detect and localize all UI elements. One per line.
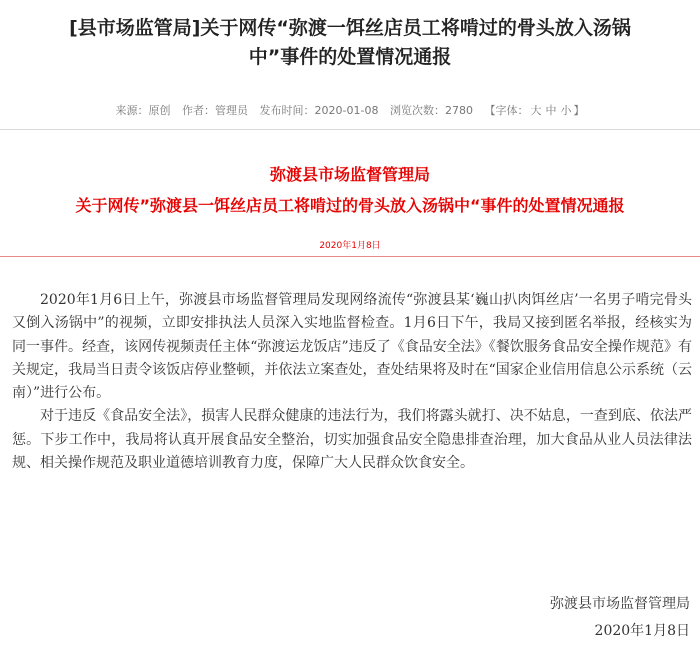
meta-source (116, 104, 171, 117)
meta-published (260, 104, 379, 117)
font-size-small-button[interactable]: 小 (560, 104, 572, 117)
notice-header-org: 弥渡县市场监督管理局 (269, 165, 430, 184)
meta-author-value: 管理员 (215, 104, 249, 117)
meta-views (390, 104, 473, 117)
page-title (30, 14, 670, 72)
meta-published-value: 2020-01-08 (314, 104, 379, 117)
article-meta-bar (0, 102, 700, 118)
signature-date: 2020年1月8日 (594, 623, 690, 639)
meta-author (182, 104, 248, 117)
meta-source-label: 来源： (115, 104, 149, 117)
font-size-medium-button[interactable]: 中 (545, 104, 557, 117)
page-title-line-1: [县市场监管局]关于网传“弥渡一饵丝店员工将啃过的骨头放入汤锅 (69, 17, 631, 39)
signature-org: 弥渡县市场监督管理局 (550, 596, 690, 612)
page-title-line-2: 中”事件的处置情况通报 (248, 46, 452, 68)
font-size-suffix: 】 (573, 104, 585, 117)
font-size-selector (484, 104, 584, 117)
notice-header-subject: 关于网传”弥渡县一饵丝店员工将啃过的骨头放入汤锅中“事件的处置情况通报 (75, 196, 625, 215)
notice-header-date: 2020年1月8日 (319, 241, 381, 251)
meta-views-label: 浏览次数： (389, 104, 445, 117)
meta-source-value: 原创 (148, 104, 171, 117)
body-paragraph-2: 对于违反《食品安全法》，损害人民群众健康的违法行为，我们将露头就打、决不姑息，一查到底、依法严惩。下步工作中，我局将认真开展食品安全整治，切实加强食品安全隐患排查治理，加大食品从业人员法律法规、相关操作规范及职业道德培训教育力度，保障广大人民群众饮食安全。 (12, 408, 692, 472)
font-size-large-button[interactable]: 大 (530, 104, 542, 117)
meta-published-label: 发布时间： (259, 104, 315, 117)
body-paragraph-1: 2020年1月6日上午，弥渡县市场监督管理局发现网络流传“弥渡县某‘巍山扒肉饵丝店’一名男子啃完骨头又倒入汤锅中”的视频，立即安排执法人员深入实地监督检查。1月6日下午，我局又接到匿名举报，经核实为同一事件。经查，该网传视频责任主体“弥渡运龙饭店”违反了《食品安全法》《餐饮服务食品安全操作规范》有关规定，我局当日责令该饭店停业整顿，并依法立案查处，查处结果将及时在“国家企业信用信息公示系统（云南）”进行公布。 (12, 292, 692, 402)
meta-author-label: 作者： (182, 104, 216, 117)
article-body (12, 289, 692, 475)
notice-header-rule (0, 256, 700, 257)
meta-views-value: 2780 (444, 104, 473, 117)
font-size-prefix: 【字体： (484, 104, 529, 117)
meta-divider (0, 129, 700, 130)
